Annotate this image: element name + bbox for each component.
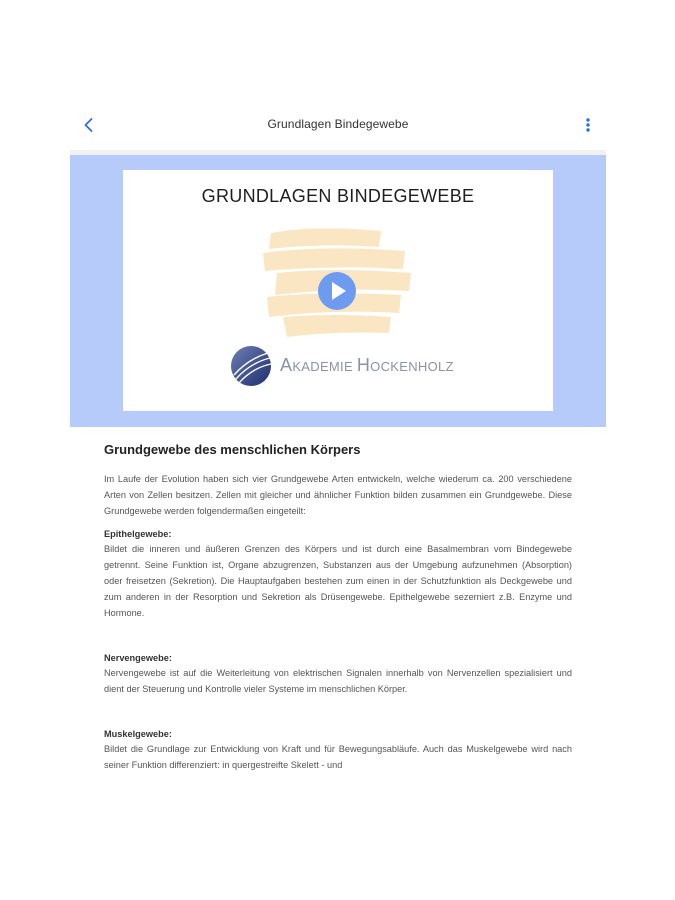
section-text: Bildet die Grundlage zur Entwicklung von Kraft und für Bewegungsabläufe. Auch das Muskelgewebe wird nach seiner Funktion differenziert: in quergestreifte Skelett - und [104,744,572,770]
play-icon[interactable] [317,271,357,311]
section-title: Nervengewebe: [104,653,172,663]
akademie-logo-text: AKADEMIE HOCKENHOLZ [280,355,454,375]
video-title: GRUNDLAGEN BINDEGEWEBE [201,186,475,206]
akademie-logo-icon [230,345,272,387]
article-heading: Grundgewebe des menschlichen Körpers [104,442,361,457]
section-epithelgewebe [104,527,572,621]
app-screen [70,100,606,820]
section-text: Bildet die inneren und äußeren Grenzen des Körpers und ist durch eine Basalmembran vom Bindegewebe getrennt. Seine Funktion ist, Organe abzugrenzen, Substanzen aus der Umgebung aufzunehmen (Absorption) oder freisetzen (Sekretion). Die Hauptaufgaben bestehen zum einen in der Schutzfunktion als Deckgewebe und zum anderen in der Resorption und Sekretion als Drüsengewebe. Epithelgewebe sezerniert z.B. Enzyme und Hormone. [104,544,572,618]
hero-banner [70,155,606,427]
top-bar [70,100,606,150]
section-title: Muskelgewebe: [104,729,172,739]
article-intro: Im Laufe der Evolution haben sich vier Grundgewebe Arten entwickeln, welche wiederum ca. 200 verschiedene Arten von Zellen besitzen. Zellen mit gleicher und ähnlicher Funktion bilden zusammen ein Grundgewebe. Diese Grundgewebe werden folgendermaßen eingeteilt: [104,474,572,516]
vertical-dots-icon[interactable] [580,115,596,135]
section-muskelgewebe [104,727,572,773]
section-title: Epithelgewebe: [104,529,172,539]
page-title: Grundlagen Bindegewebe [267,117,409,131]
video-player[interactable] [123,170,553,411]
article-content [104,442,572,773]
section-nervengewebe [104,651,572,697]
section-text: Nervengewebe ist auf die Weiterleitung von elektrischen Signalen innerhalb von Nervenzellen spezialisiert und dient der Steuerung und Kontrolle vieler Systeme im menschlichen Körper. [104,668,572,694]
